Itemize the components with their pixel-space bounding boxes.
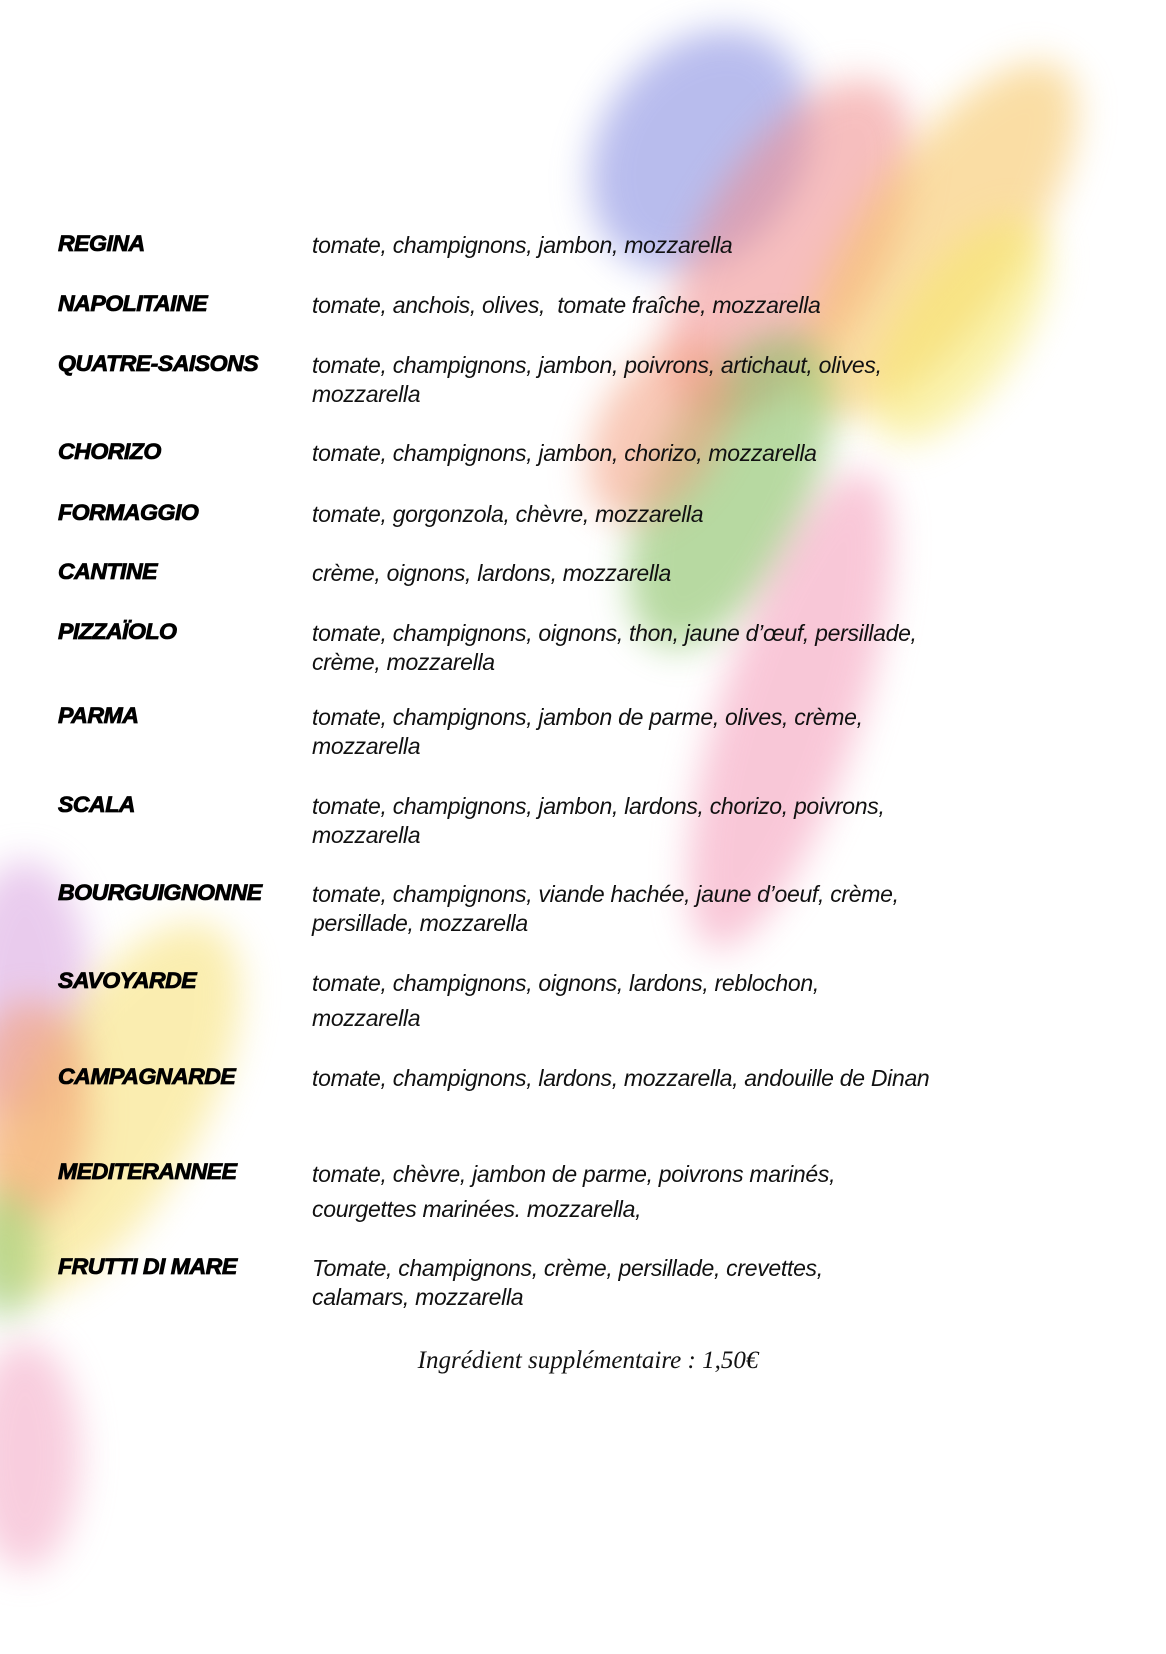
- pizza-ingredients: tomate, champignons, lardons, mozzarella, andouille de Dinan: [312, 1065, 930, 1091]
- pizza-name: QUATRE-SAISONS: [58, 351, 259, 376]
- pizza-name: PIZZAÏOLO: [58, 619, 177, 644]
- pizza-name: FORMAGGIO: [58, 500, 199, 525]
- pizza-ingredients: tomate, champignons, jambon, chorizo, mozzarella: [312, 440, 817, 466]
- pizza-name: CAMPAGNARDE: [58, 1064, 236, 1089]
- pizza-name: FRUTTI DI MARE: [58, 1254, 237, 1279]
- pizza-name: MEDITERANNEE: [58, 1159, 237, 1184]
- pizza-ingredients: tomate, champignons, jambon, mozzarella: [312, 232, 733, 258]
- pizza-name: BOURGUIGNONNE: [58, 880, 262, 905]
- pizza-name: CHORIZO: [58, 439, 161, 464]
- pizza-ingredients: tomate, anchois, olives, tomate fraîche, mozzarella: [312, 292, 821, 318]
- pizza-ingredients: tomate, champignons, jambon, poivrons, artichaut, olives, mozzarella: [312, 352, 882, 407]
- pizza-ingredients: tomate, champignons, oignons, thon, jaune d’œuf, persillade, crème, mozzarella: [312, 620, 917, 675]
- extra-ingredient-price-note: Ingrédient supplémentaire : 1,50€: [417, 1347, 759, 1374]
- pizza-ingredients: tomate, chèvre, jambon de parme, poivrons marinés, courgettes marinées. mozzarella,: [312, 1161, 836, 1222]
- pizza-name: SAVOYARDE: [58, 968, 197, 993]
- pizza-ingredients: tomate, champignons, jambon, lardons, chorizo, poivrons, mozzarella: [312, 793, 885, 848]
- pizza-ingredients: tomate, champignons, jambon de parme, olives, crème, mozzarella: [312, 704, 863, 759]
- pizza-name: REGINA: [58, 231, 145, 256]
- pizza-name: SCALA: [58, 792, 135, 817]
- pizza-name: CANTINE: [58, 559, 157, 584]
- pizza-ingredients: Tomate, champignons, crème, persillade, crevettes, calamars, mozzarella: [312, 1255, 823, 1310]
- pizza-ingredients: crème, oignons, lardons, mozzarella: [312, 560, 671, 586]
- pizza-ingredients: tomate, champignons, viande hachée, jaune d’oeuf, crème, persillade, mozzarella: [312, 881, 899, 936]
- pizza-name: NAPOLITAINE: [58, 291, 208, 316]
- pizza-ingredients: tomate, champignons, oignons, lardons, reblochon, mozzarella: [312, 970, 819, 1031]
- pizza-ingredients: tomate, gorgonzola, chèvre, mozzarella: [312, 501, 704, 527]
- pizza-name: PARMA: [58, 703, 139, 728]
